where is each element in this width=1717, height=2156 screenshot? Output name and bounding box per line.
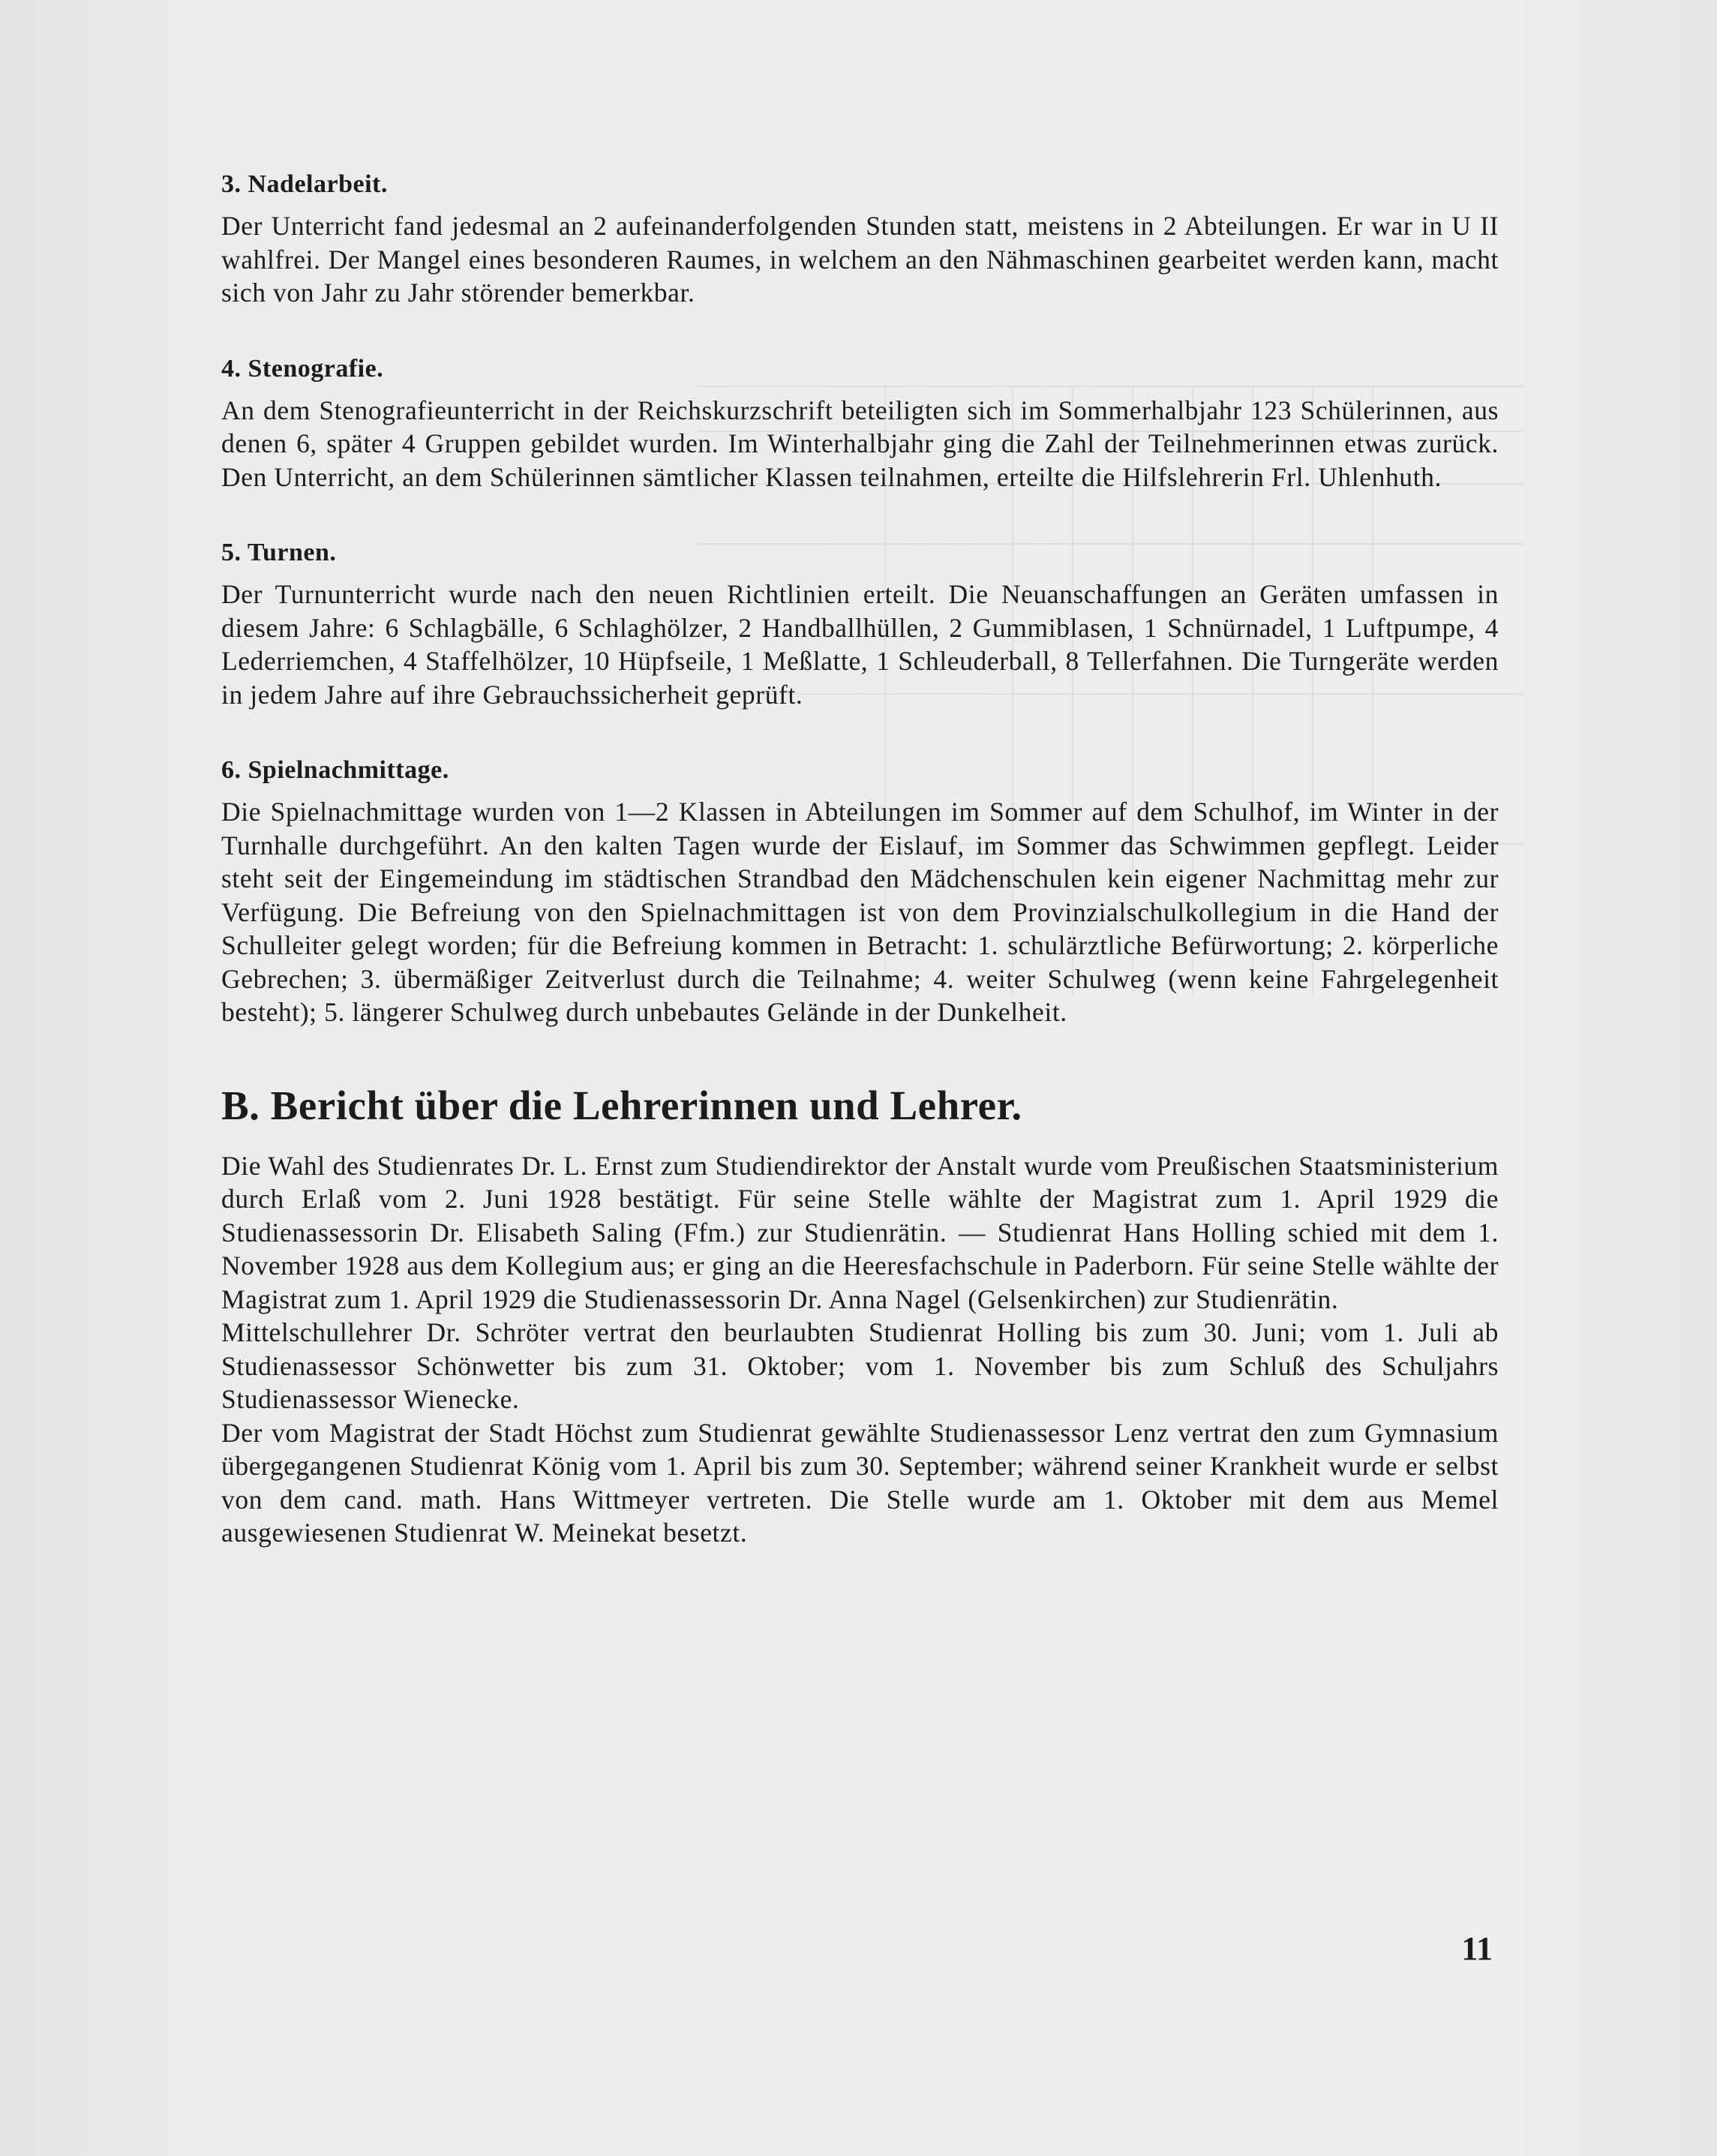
section-text: An dem Stenografieunterricht in der Reichskurzschrift beteiligten sich im Sommerhalbjahr 123 Schülerinnen, aus denen 6, später 4 Gruppen gebildet wurden. Im Winterhalbjahr ging die Zahl der Teilnehmerinnen etwas zurück. Den Unterricht, an dem Schülerinnen sämtlicher Klassen teilnahmen, erteilte die Hilfslehrerin Frl. Uhlenhuth. <box>221 395 1499 492</box>
section-stenografie <box>221 353 1499 494</box>
section-turnen <box>221 537 1499 711</box>
page-content <box>221 169 1499 1550</box>
section-heading: 6. Spielnachmittage. <box>221 756 449 784</box>
section-nadelarbeit <box>221 169 1499 310</box>
part-b-heading: B. Bericht über die Lehrerinnen und Lehrer. <box>221 1082 1022 1128</box>
section-heading: 4. Stenografie. <box>221 354 384 383</box>
part-b-paragraph: Die Wahl des Studienrates Dr. L. Ernst zum Studiendirektor der Anstalt wurde vom Preußischen Staatsministerium durch Erlaß vom 2. Juni 1928 bestätigt. Für seine Stelle wählte der Magistrat zum 1. April 1929 die Studienassessorin Dr. Elisabeth Saling (Ffm.) zur Studienrätin. — Studienrat Hans Holling schied mit dem 1. November 1928 aus dem Kollegium aus; er ging an die Heeresfachschule in Paderborn. Für seine Stelle wählte der Magistrat zum 1. April 1929 die Studienassessorin Dr. Anna Nagel (Gelsenkirchen) zur Studienrätin. <box>221 1150 1499 1314</box>
part-b-paragraph: Mittelschullehrer Dr. Schröter vertrat den beurlaubten Studienrat Holling bis zum 30. Juni; vom 1. Juli ab Studienassessor Schönwetter bis zum 31. Oktober; vom 1. November bis zum Schluß des Schuljahrs Studienassessor Wienecke. <box>221 1317 1499 1414</box>
section-heading: 5. Turnen. <box>221 539 337 566</box>
part-b <box>221 1082 1499 1550</box>
section-text: Der Unterricht fand jedesmal an 2 aufeinanderfolgenden Stunden statt, meistens in 2 Abteilungen. Er war in U II wahlfrei. Der Mangel eines besonderen Raumes, in welchem an den Nähmaschinen gearbeitet werden kann, macht sich von Jahr zu Jahr störender bemerkbar. <box>221 211 1499 308</box>
section-text: Der Turnunterricht wurde nach den neuen Richtlinien erteilt. Die Neuanschaffungen an Geräten umfassen in diesem Jahre: 6 Schlagbälle, 6 Schlaghölzer, 2 Handballhüllen, 2 Gummiblasen, 1 Schnürnadel, 1 Luftpumpe, 4 Lederriemchen, 4 Staffelhölzer, 10 Hüpfseile, 1 Meßlatte, 1 Schleuderball, 8 Tellerfahnen. Die Turngeräte werden in jedem Jahre auf ihre Gebrauchssicherheit geprüft. <box>221 579 1499 710</box>
section-text: Die Spielnachmittage wurden von 1—2 Klassen in Abteilungen im Sommer auf dem Schulhof, im Winter in der Turnhalle durchgeführt. An den kalten Tagen wurde der Eislauf, im Sommer das Schwimmen gepflegt. Leider steht seit der Eingemeindung im städtischen Strandbad den Mädchenschulen kein eigener Nachmittag mehr zur Verfügung. Die Befreiung von den Spielnachmittagen ist von dem Provinzialschulkollegium in die Hand der Schulleiter gelegt worden; für die Befreiung kommen in Betracht: 1. schulärztliche Befürwortung; 2. körperliche Gebrechen; 3. übermäßiger Zeitverlust durch die Teilnahme; 4. weiter Schulweg (wenn keine Fahrgelegenheit besteht); 5. längerer Schulweg durch unbebautes Gelände in der Dunkelheit. <box>221 797 1499 1027</box>
part-b-paragraph: Der vom Magistrat der Stadt Höchst zum Studienrat gewählte Studienassessor Lenz vertrat den zum Gymnasium übergegangenen Studienrat König vom 1. April bis zum 30. September; während seiner Krankheit wurde er selbst von dem cand. math. Hans Wittmeyer vertreten. Die Stelle wurde am 1. Oktober mit dem aus Memel ausgewiesenen Studienrat W. Meinekat besetzt. <box>221 1417 1499 1548</box>
page-number: 11 <box>1461 1930 1493 1967</box>
section-heading: 3. Nadelarbeit. <box>221 170 388 198</box>
section-spielnachmittage <box>221 755 1499 1029</box>
